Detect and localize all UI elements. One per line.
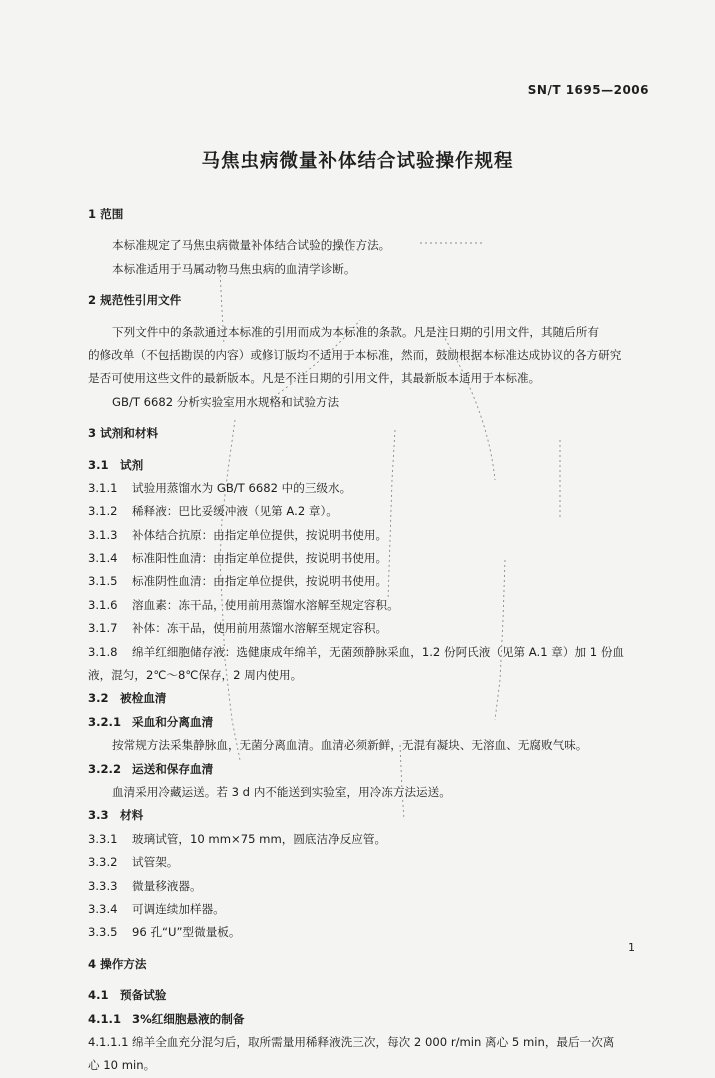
paragraph-line — [88, 321, 650, 344]
clause-item — [88, 898, 650, 921]
text: 本标准规定了马焦虫病微量补体结合试验的操作方法。 — [112, 238, 391, 253]
clause-text: 标准阴性血清：由指定单位提供，按说明书使用。 — [132, 574, 388, 589]
spacer — [88, 313, 650, 321]
text: 按常规方法采集静脉血，无菌分离血清。血清必须新鲜，无混有凝块、无溶血、无腐败气味。 — [112, 738, 588, 753]
clause-text: 溶血素：冻干品，使用前用蒸馏水溶解至规定容积。 — [132, 597, 399, 612]
clause-number: 3.1.2 — [88, 504, 118, 519]
clause-number: 4.1.1.1 — [88, 1034, 129, 1049]
clause-number: 3.1.5 — [88, 574, 118, 589]
section-heading-text: 1 范围 — [88, 207, 124, 221]
clause-text: 试管架。 — [132, 855, 179, 870]
clause-number: 3.1.8 — [88, 644, 118, 659]
clause-text: 补体：冻干品，使用前用蒸馏水溶解至规定容积。 — [132, 621, 388, 636]
clause-item — [88, 477, 650, 500]
page-number: 1 — [628, 941, 635, 954]
clause-text: 可调连续加样器。 — [132, 901, 225, 916]
clause-heading — [88, 687, 650, 710]
clause-number: 3.3.2 — [88, 855, 118, 870]
clause-number: 3.2.1 — [88, 714, 122, 729]
paragraph-line — [88, 391, 650, 414]
clause-number: 3.3.3 — [88, 878, 118, 893]
clause-text: 补体结合抗原：由指定单位提供，按说明书使用。 — [132, 527, 388, 542]
clause-text: 96 孔“U”型微量板。 — [132, 925, 241, 940]
paragraph-continuation — [88, 367, 650, 390]
clause-heading — [88, 984, 650, 1007]
section-heading-text: 4 操作方法 — [88, 956, 147, 971]
spacer — [88, 414, 650, 422]
clause-number: 3.1.4 — [88, 551, 118, 566]
clause-text: 材料 — [120, 808, 144, 823]
text: 心 10 min。 — [88, 1058, 156, 1073]
clause-heading — [88, 711, 650, 734]
text: 是否可使用这些文件的最新版本。凡是不注日期的引用文件，其最新版本适用于本标准。 — [88, 371, 541, 386]
paragraph-line — [88, 781, 650, 804]
text: GB/T 6682 分析实验室用水规格和试验方法 — [112, 394, 340, 409]
clause-item — [88, 500, 650, 523]
clause-number: 3.3.5 — [88, 925, 118, 940]
clause-number: 3.1 — [88, 457, 109, 472]
section-heading — [88, 289, 650, 312]
text: 本标准适用于马属动物马焦虫病的血清学诊断。 — [112, 261, 356, 276]
clause-text: 绵羊全血充分混匀后，取所需量用稀释液洗三次，每次 2 000 r/min 离心 5 min，最后一次离 — [132, 1034, 615, 1049]
text: 液，混匀，2℃～8℃保存，2 周内使用。 — [88, 668, 303, 683]
spacer — [88, 976, 650, 984]
clause-text: 3%红细胞悬液的制备 — [132, 1011, 245, 1026]
spacer — [88, 226, 650, 234]
clause-number: 3.3 — [88, 808, 109, 823]
section-heading — [88, 422, 650, 445]
clause-text: 玻璃试管，10 mm×75 mm，圆底洁净反应管。 — [132, 831, 387, 846]
section-heading-text: 2 规范性引用文件 — [88, 293, 182, 308]
standard-code: SN/T 1695—2006 — [527, 83, 649, 97]
clause-text: 微量移液器。 — [132, 878, 202, 893]
clause-number: 3.1.1 — [88, 480, 118, 495]
clause-heading — [88, 454, 650, 477]
section-heading — [88, 953, 650, 976]
clause-number: 3.3.1 — [88, 831, 118, 846]
spacer — [88, 945, 650, 953]
text: 下列文件中的条款通过本标准的引用而成为本标准的条款。凡是注日期的引用文件，其随后所有 — [112, 324, 599, 339]
paragraph-line — [88, 258, 650, 281]
paragraph-continuation — [88, 344, 650, 367]
clause-text: 采血和分离血清 — [132, 714, 214, 729]
section-heading — [88, 203, 650, 226]
clause-item — [88, 594, 650, 617]
clause-heading — [88, 1008, 650, 1031]
clause-item — [88, 570, 650, 593]
clause-item — [88, 641, 650, 664]
clause-text: 被检血清 — [120, 691, 167, 706]
text: 血清采用冷藏运送。若 3 d 内不能送到实验室，用冷冻方法运送。 — [112, 784, 451, 799]
clause-text: 绵羊红细胞储存液：选健康成年绵羊，无菌颈静脉采血，1.2 份阿氏液（见第 A.1 章）加 1 份血 — [132, 644, 625, 659]
clause-text: 稀释液：巴比妥缓冲液（见第 A.2 章）。 — [132, 504, 338, 519]
clause-item — [88, 524, 650, 547]
clause-number: 3.2 — [88, 691, 109, 706]
clause-heading — [88, 804, 650, 827]
clause-text: 标准阳性血清：由指定单位提供，按说明书使用。 — [132, 551, 388, 566]
document-body — [88, 203, 650, 1078]
paragraph-continuation — [88, 1054, 650, 1077]
clause-item — [88, 617, 650, 640]
clause-item — [88, 828, 650, 851]
clause-number: 3.2.2 — [88, 761, 122, 776]
clause-text: 试验用蒸馏水为 GB/T 6682 中的三级水。 — [132, 480, 352, 495]
clause-text: 预备试验 — [120, 988, 167, 1003]
clause-number: 3.1.6 — [88, 597, 118, 612]
clause-number: 4.1.1 — [88, 1011, 122, 1026]
clause-number: 4.1 — [88, 988, 109, 1003]
paragraph-line — [88, 234, 650, 257]
spacer — [88, 281, 650, 289]
clause-number: 3.1.3 — [88, 527, 118, 542]
document-title: 马焦虫病微量补体结合试验操作规程 — [201, 151, 514, 172]
clause-item — [88, 1031, 650, 1054]
clause-text: 试剂 — [120, 457, 144, 472]
clause-item — [88, 547, 650, 570]
text: 的修改单（不包括勘误的内容）或修订版均不适用于本标准，然而，鼓励根据本标准达成协议的各方研究 — [88, 347, 622, 362]
clause-item — [88, 851, 650, 874]
clause-item — [88, 921, 650, 944]
clause-text: 运送和保存血清 — [132, 761, 214, 776]
clause-heading — [88, 758, 650, 781]
spacer — [88, 446, 650, 454]
section-heading-text: 3 试剂和材料 — [88, 426, 159, 441]
paragraph-line — [88, 734, 650, 757]
paragraph-continuation — [88, 664, 650, 687]
clause-number: 3.3.4 — [88, 901, 118, 916]
clause-number: 3.1.7 — [88, 621, 118, 636]
clause-item — [88, 875, 650, 898]
